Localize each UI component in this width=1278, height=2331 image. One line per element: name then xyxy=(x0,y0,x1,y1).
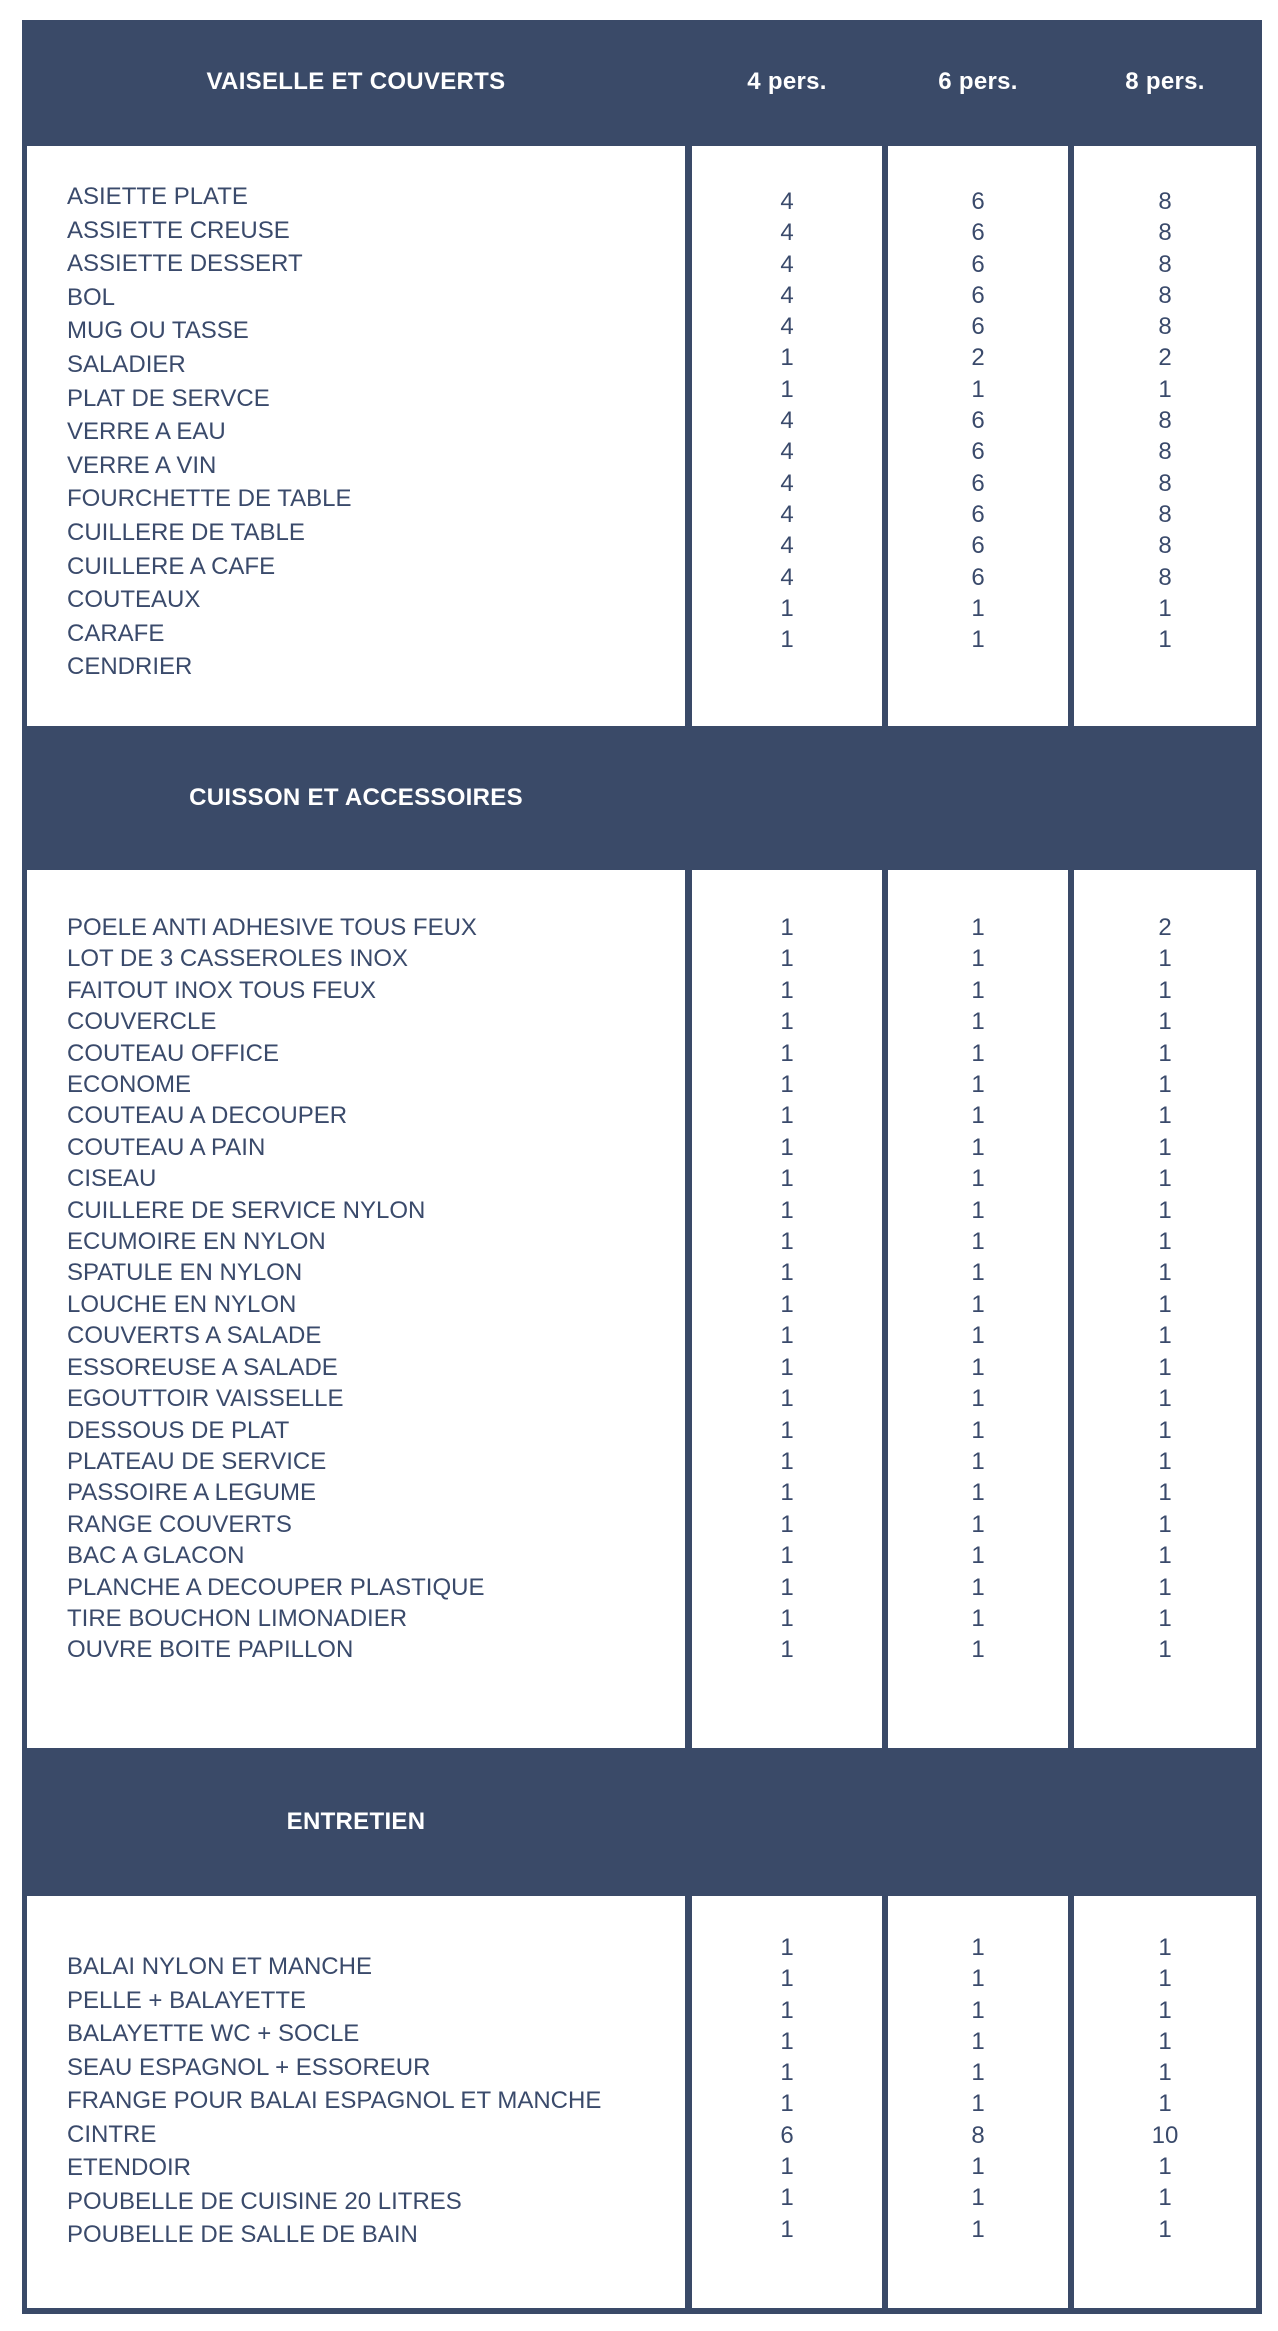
qty-list xyxy=(888,1932,1068,2245)
item-label: SALADIER xyxy=(67,350,186,378)
qty-value: 1 xyxy=(971,1196,985,1224)
item-label: PLAT DE SERVCE xyxy=(67,384,270,412)
qty-value: 1 xyxy=(971,1416,985,1444)
qty-value: 1 xyxy=(780,2059,794,2087)
qty-value: 6 xyxy=(971,438,985,466)
qty-value: 1 xyxy=(971,1165,985,1193)
qty-value: 4 xyxy=(780,188,794,215)
qty-value: 8 xyxy=(1158,281,1172,309)
qty-value: 1 xyxy=(780,2215,794,2243)
qty-value: 4 xyxy=(780,532,794,560)
item-label: CENDRIER xyxy=(67,653,193,681)
qty-value: 1 xyxy=(780,2153,794,2181)
qty-value: 1 xyxy=(971,1353,985,1381)
item-label: FOURCHETTE DE TABLE xyxy=(67,485,352,513)
qty-value: 1 xyxy=(780,1039,794,1067)
qty-value: 4 xyxy=(780,407,794,435)
qty-value: 2 xyxy=(1158,914,1172,941)
qty-value: 1 xyxy=(971,1510,985,1538)
section-title-entretien: ENTRETIEN xyxy=(286,1808,426,1835)
qty-value: 1 xyxy=(971,1322,985,1350)
qty-value: 6 xyxy=(780,2121,794,2149)
qty-value: 1 xyxy=(780,1447,794,1475)
qty-cell-6-pers xyxy=(888,1896,1068,2308)
qty-value: 2 xyxy=(971,344,985,372)
qty-cell-4-pers xyxy=(692,1896,882,2308)
item-label: FAITOUT INOX TOUS FEUX xyxy=(67,976,376,1004)
qty-value: 1 xyxy=(780,1071,794,1099)
qty-value: 1 xyxy=(1158,1322,1172,1350)
qty-value: 1 xyxy=(780,1479,794,1507)
qty-value: 4 xyxy=(780,500,794,528)
section-items-cell xyxy=(27,146,685,726)
qty-value: 1 xyxy=(1158,2059,1172,2087)
qty-value: 1 xyxy=(971,1636,985,1664)
qty-value: 8 xyxy=(1158,563,1172,591)
item-label: CINTRE xyxy=(67,2120,157,2148)
qty-value: 1 xyxy=(1158,2184,1172,2212)
qty-value: 1 xyxy=(1158,1573,1172,1601)
qty-value: 1 xyxy=(971,626,985,654)
item-label: COUVERTS A SALADE xyxy=(67,1322,322,1350)
item-label: COUTEAU OFFICE xyxy=(67,1039,280,1067)
item-label: COUTEAU A PAIN xyxy=(67,1133,266,1161)
item-list xyxy=(67,1950,601,2252)
qty-value: 1 xyxy=(971,1259,985,1287)
item-label: ECUMOIRE EN NYLON xyxy=(67,1228,326,1256)
qty-value: 1 xyxy=(780,1228,794,1256)
item-label: PELLE + BALAYETTE xyxy=(67,1986,307,2014)
qty-value: 6 xyxy=(971,313,985,341)
qty-list xyxy=(1074,186,1256,655)
qty-value: 6 xyxy=(971,500,985,528)
qty-list xyxy=(692,912,882,1666)
qty-value: 8 xyxy=(1158,188,1172,215)
qty-value: 1 xyxy=(971,1934,985,1961)
qty-value: 8 xyxy=(971,2121,985,2149)
qty-value: 1 xyxy=(780,1636,794,1664)
qty-value: 1 xyxy=(1158,1447,1172,1475)
column-header-6-pers: 6 pers. xyxy=(938,68,1018,95)
item-label: OUVRE BOITE PAPILLON xyxy=(67,1636,354,1664)
qty-value: 1 xyxy=(1158,1965,1172,1993)
qty-value: 1 xyxy=(1158,1228,1172,1256)
qty-value: 1 xyxy=(1158,1542,1172,1570)
item-label: POUBELLE DE SALLE DE BAIN xyxy=(67,2221,418,2248)
qty-value: 8 xyxy=(1158,219,1172,247)
qty-value: 1 xyxy=(780,2027,794,2055)
qty-value: 1 xyxy=(780,1385,794,1413)
item-label: COUTEAUX xyxy=(67,586,201,614)
qty-list xyxy=(888,912,1068,1666)
item-label: LOUCHE EN NYLON xyxy=(67,1290,297,1318)
qty-value: 1 xyxy=(780,1290,794,1318)
qty-value: 1 xyxy=(971,1290,985,1318)
item-label: ASIETTE PLATE xyxy=(67,183,248,210)
section-title-cuisson: CUISSON ET ACCESSOIRES xyxy=(189,784,523,811)
qty-value: 6 xyxy=(971,281,985,309)
item-label: LOT DE 3 CASSEROLES INOX xyxy=(67,945,409,973)
qty-value: 1 xyxy=(971,1965,985,1993)
qty-value: 1 xyxy=(1158,1196,1172,1224)
qty-value: 1 xyxy=(780,1542,794,1570)
qty-value: 1 xyxy=(971,1008,985,1036)
qty-value: 1 xyxy=(780,1510,794,1538)
qty-value: 1 xyxy=(780,914,794,941)
qty-value: 1 xyxy=(971,1542,985,1570)
qty-cell-8-pers xyxy=(1074,146,1256,726)
qty-value: 2 xyxy=(1158,344,1172,372)
item-label: POUBELLE DE CUISINE 20 LITRES xyxy=(67,2187,462,2215)
qty-value: 1 xyxy=(780,1165,794,1193)
qty-value: 1 xyxy=(1158,626,1172,654)
qty-cell-8-pers xyxy=(1074,870,1256,1748)
qty-value: 1 xyxy=(971,976,985,1004)
item-label: VERRE A VIN xyxy=(67,451,217,479)
item-label: RANGE COUVERTS xyxy=(67,1510,292,1538)
qty-list xyxy=(692,186,882,655)
qty-value: 1 xyxy=(971,2059,985,2087)
qty-value: 4 xyxy=(780,313,794,341)
section-header xyxy=(26,1754,686,1890)
item-label: MUG OU TASSE xyxy=(67,317,249,345)
item-label: BALAI NYLON ET MANCHE xyxy=(67,1953,372,1980)
item-label: FRANGE POUR BALAI ESPAGNOL ET MANCHE xyxy=(67,2087,602,2114)
item-label: BALAYETTE WC + SOCLE xyxy=(67,2020,360,2047)
qty-value: 6 xyxy=(971,250,985,278)
item-label: ESSOREUSE A SALADE xyxy=(67,1353,338,1381)
qty-value: 1 xyxy=(1158,1102,1172,1130)
qty-value: 1 xyxy=(1158,1259,1172,1287)
qty-value: 1 xyxy=(780,2184,794,2212)
qty-value: 1 xyxy=(971,1102,985,1130)
qty-value: 1 xyxy=(971,914,985,941)
item-label: TIRE BOUCHON LIMONADIER xyxy=(67,1604,408,1632)
section-items-cell xyxy=(27,870,685,1748)
qty-value: 1 xyxy=(1158,945,1172,973)
item-label: VERRE A EAU xyxy=(67,418,226,446)
qty-value: 1 xyxy=(780,1965,794,1993)
qty-value: 6 xyxy=(971,563,985,591)
section-header xyxy=(26,732,686,864)
item-label: POELE ANTI ADHESIVE TOUS FEUX xyxy=(67,914,477,941)
column-header-item xyxy=(26,24,686,140)
qty-value: 6 xyxy=(971,469,985,497)
section-items-cell xyxy=(27,1896,685,2308)
qty-value: 1 xyxy=(780,344,794,372)
item-label: SEAU ESPAGNOL + ESSOREUR xyxy=(67,2053,431,2081)
qty-value: 1 xyxy=(1158,375,1172,403)
qty-list xyxy=(1074,1932,1256,2245)
qty-list xyxy=(1074,912,1256,1666)
qty-value: 1 xyxy=(1158,1133,1172,1161)
section-title-vaisselle: VAISELLE ET COUVERTS xyxy=(206,68,506,95)
qty-value: 1 xyxy=(1158,1290,1172,1318)
item-label: CUILLERE DE TABLE xyxy=(67,518,305,546)
qty-value: 4 xyxy=(780,219,794,247)
qty-value: 1 xyxy=(971,1996,985,2024)
qty-value: 1 xyxy=(971,2027,985,2055)
qty-value: 1 xyxy=(1158,2153,1172,2181)
qty-value: 1 xyxy=(971,1385,985,1413)
qty-value: 1 xyxy=(971,1479,985,1507)
qty-value: 1 xyxy=(1158,1416,1172,1444)
item-label: BAC A GLACON xyxy=(67,1542,245,1570)
qty-value: 1 xyxy=(1158,2215,1172,2243)
qty-value: 1 xyxy=(780,1259,794,1287)
qty-value: 4 xyxy=(780,438,794,466)
qty-value: 1 xyxy=(971,2153,985,2181)
qty-value: 1 xyxy=(1158,1479,1172,1507)
qty-value: 10 xyxy=(1151,2121,1179,2149)
qty-value: 1 xyxy=(1158,1039,1172,1067)
qty-value: 8 xyxy=(1158,500,1172,528)
qty-value: 8 xyxy=(1158,407,1172,435)
qty-value: 1 xyxy=(780,375,794,403)
qty-value: 1 xyxy=(780,1996,794,2024)
qty-value: 1 xyxy=(780,1934,794,1961)
qty-value: 1 xyxy=(1158,2027,1172,2055)
qty-value: 1 xyxy=(1158,1165,1172,1193)
item-label: BOL xyxy=(67,283,116,311)
qty-value: 1 xyxy=(1158,1353,1172,1381)
qty-value: 8 xyxy=(1158,469,1172,497)
qty-value: 1 xyxy=(1158,1996,1172,2024)
qty-value: 1 xyxy=(971,1573,985,1601)
qty-value: 6 xyxy=(971,407,985,435)
qty-value: 1 xyxy=(1158,1604,1172,1632)
qty-cell-6-pers xyxy=(888,870,1068,1748)
qty-value: 1 xyxy=(780,1604,794,1632)
qty-value: 1 xyxy=(1158,2090,1172,2118)
qty-value: 1 xyxy=(780,1102,794,1130)
qty-value: 1 xyxy=(971,1039,985,1067)
qty-cell-6-pers xyxy=(888,146,1068,726)
item-label: ETENDOIR xyxy=(67,2154,192,2181)
item-label: ASSIETTE CREUSE xyxy=(67,216,290,244)
qty-value: 4 xyxy=(780,281,794,309)
item-label: PLATEAU DE SERVICE xyxy=(67,1447,327,1475)
qty-value: 8 xyxy=(1158,313,1172,341)
qty-value: 1 xyxy=(780,1353,794,1381)
item-label: CISEAU xyxy=(67,1165,157,1193)
qty-value: 1 xyxy=(971,1447,985,1475)
qty-value: 4 xyxy=(780,563,794,591)
qty-value: 1 xyxy=(780,1008,794,1036)
qty-value: 1 xyxy=(780,1133,794,1161)
item-label: SPATULE EN NYLON xyxy=(67,1259,303,1287)
qty-cell-4-pers xyxy=(692,146,882,726)
qty-value: 1 xyxy=(971,1133,985,1161)
qty-value: 1 xyxy=(780,594,794,622)
item-label: COUVERCLE xyxy=(67,1008,217,1036)
item-label: ASSIETTE DESSERT xyxy=(67,250,303,278)
item-label: DESSOUS DE PLAT xyxy=(67,1416,290,1444)
qty-value: 1 xyxy=(780,1196,794,1224)
qty-value: 6 xyxy=(971,219,985,247)
item-label: PASSOIRE A LEGUME xyxy=(67,1479,316,1507)
qty-value: 1 xyxy=(971,1071,985,1099)
qty-value: 1 xyxy=(780,976,794,1004)
qty-value: 4 xyxy=(780,250,794,278)
item-label: PLANCHE A DECOUPER PLASTIQUE xyxy=(67,1573,485,1601)
qty-value: 1 xyxy=(780,945,794,973)
qty-value: 1 xyxy=(971,945,985,973)
qty-value: 8 xyxy=(1158,532,1172,560)
item-label: ECONOME xyxy=(67,1071,192,1099)
qty-value: 1 xyxy=(971,594,985,622)
qty-value: 1 xyxy=(780,626,794,654)
qty-value: 1 xyxy=(971,1228,985,1256)
qty-value: 1 xyxy=(1158,1510,1172,1538)
qty-value: 1 xyxy=(1158,1071,1172,1099)
qty-value: 1 xyxy=(971,1604,985,1632)
qty-value: 1 xyxy=(1158,976,1172,1004)
qty-value: 1 xyxy=(780,2090,794,2118)
column-header-4-pers: 4 pers. xyxy=(747,68,827,95)
qty-value: 6 xyxy=(971,188,985,215)
qty-value: 1 xyxy=(1158,1008,1172,1036)
item-list xyxy=(67,180,351,684)
item-label: CARAFE xyxy=(67,619,165,647)
qty-value: 1 xyxy=(1158,1636,1172,1664)
item-list xyxy=(67,912,484,1666)
item-label: CUILLERE DE SERVICE NYLON xyxy=(67,1196,426,1224)
qty-value: 8 xyxy=(1158,250,1172,278)
qty-value: 1 xyxy=(971,2184,985,2212)
qty-list xyxy=(692,1932,882,2245)
qty-cell-8-pers xyxy=(1074,1896,1256,2308)
qty-value: 6 xyxy=(971,532,985,560)
qty-value: 1 xyxy=(780,1322,794,1350)
qty-value: 1 xyxy=(1158,1934,1172,1961)
qty-value: 1 xyxy=(780,1573,794,1601)
qty-cell-4-pers xyxy=(692,870,882,1748)
qty-value: 1 xyxy=(780,1416,794,1444)
column-header-8-pers: 8 pers. xyxy=(1125,68,1205,95)
qty-value: 8 xyxy=(1158,438,1172,466)
qty-value: 1 xyxy=(971,2215,985,2243)
qty-value: 4 xyxy=(780,469,794,497)
qty-value: 1 xyxy=(1158,1385,1172,1413)
qty-value: 1 xyxy=(971,375,985,403)
item-label: COUTEAU A DECOUPER xyxy=(67,1102,348,1130)
qty-value: 1 xyxy=(971,2090,985,2118)
item-label: EGOUTTOIR VAISSELLE xyxy=(67,1385,344,1413)
qty-list xyxy=(888,186,1068,655)
qty-value: 1 xyxy=(1158,594,1172,622)
item-label: CUILLERE A CAFE xyxy=(67,552,276,580)
